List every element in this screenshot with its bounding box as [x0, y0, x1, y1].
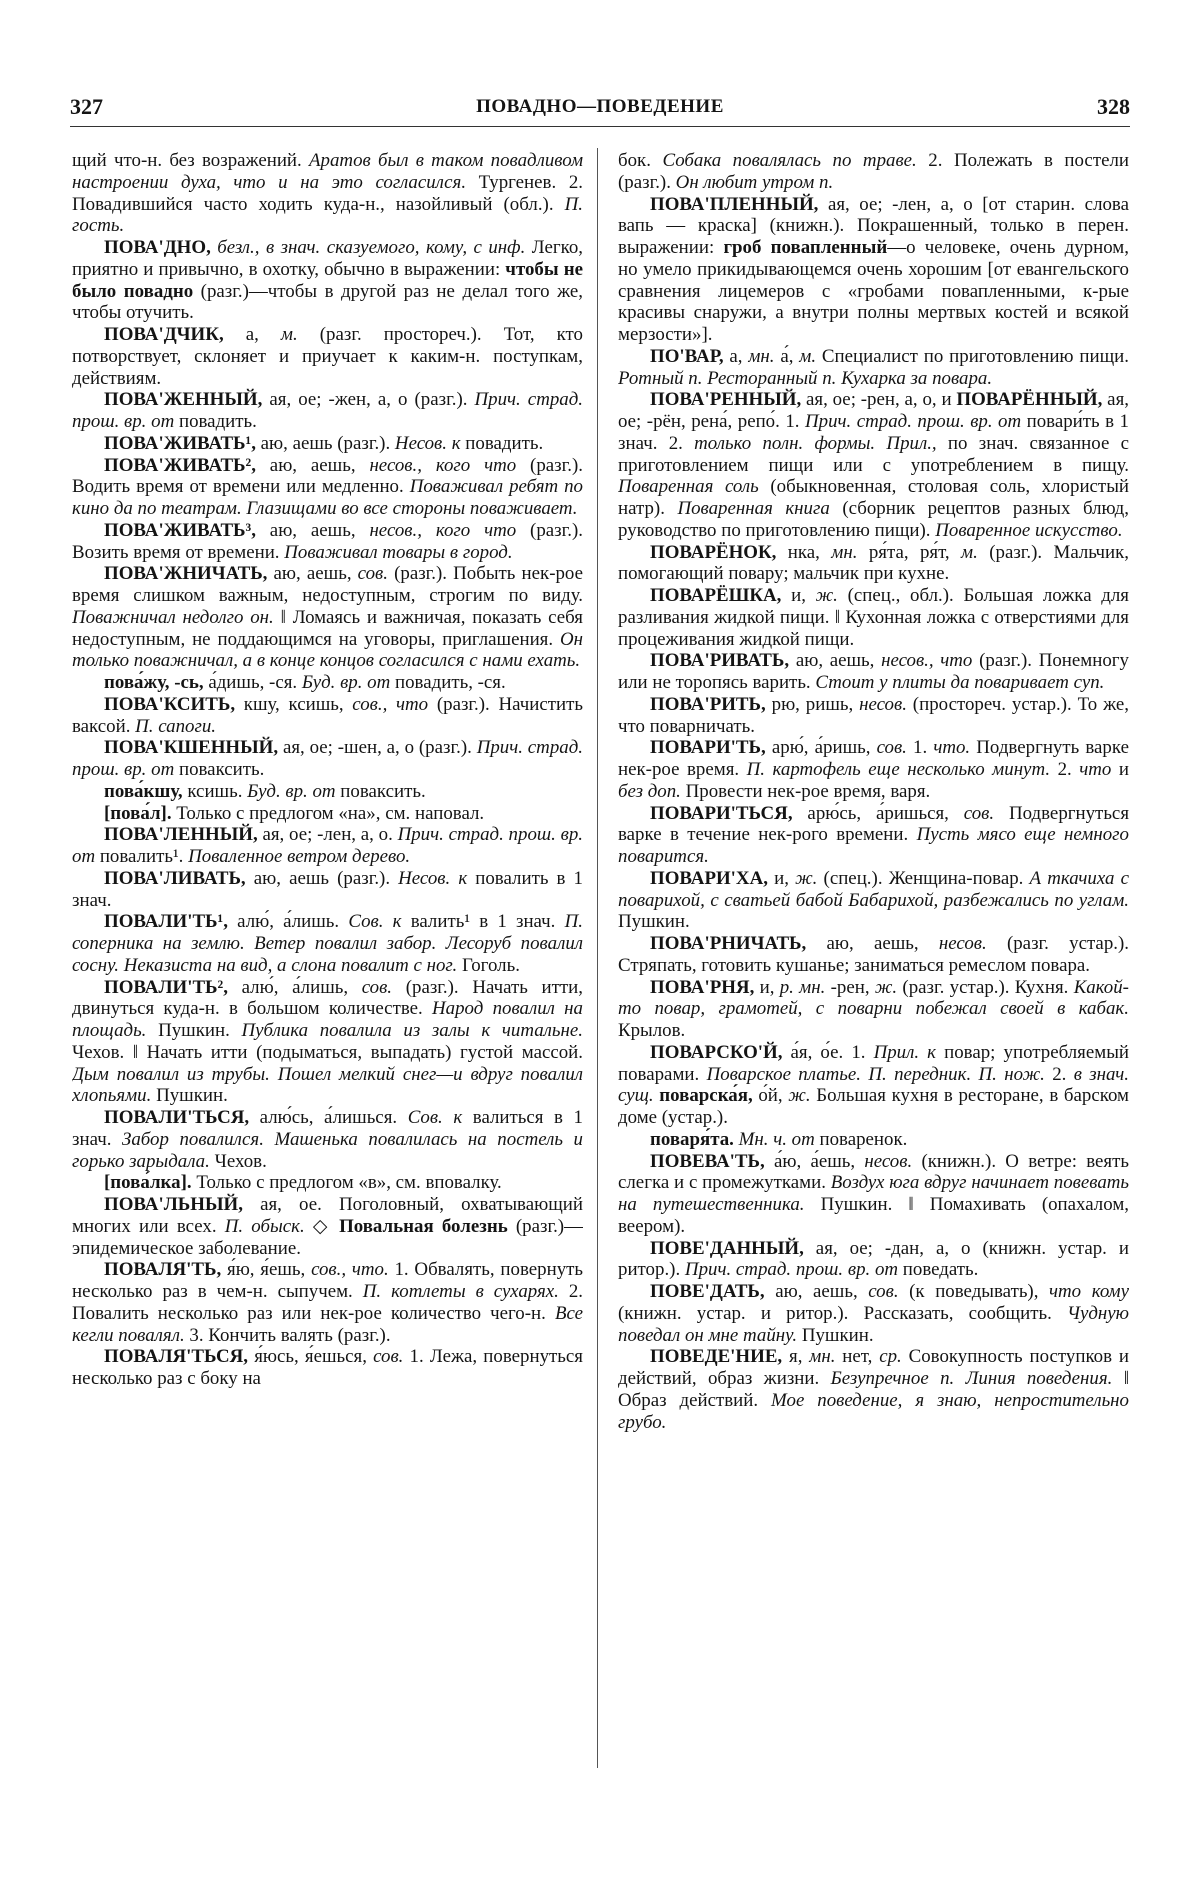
- dictionary-entry: [618, 1281, 1129, 1346]
- dictionary-entry: [72, 237, 583, 324]
- entry-text: (к поведывать),: [898, 1281, 1050, 1302]
- entry-text: повадить, -ся.: [390, 672, 506, 693]
- dictionary-entry: [618, 389, 1129, 541]
- entry-text: повар; употребляемый поварами.: [618, 1041, 1129, 1085]
- dictionary-entry: [72, 824, 583, 868]
- entry-text: (разг.). Начать итти, двинуться куда-н. в большом количестве.: [72, 976, 583, 1020]
- italic-text: только полн. формы. Прил.,: [694, 432, 937, 454]
- headword: ПОВА'ЖНИЧАТЬ,: [104, 563, 268, 585]
- italic-text: Буд. вр. от: [247, 780, 336, 802]
- italic-text: Он любит утром п.: [675, 171, 834, 193]
- italic-text: Поваренное искусство.: [935, 519, 1123, 541]
- dictionary-entry: [618, 194, 1129, 346]
- entry-text: 2.: [1044, 1063, 1074, 1085]
- italic-text: Сов. к: [407, 1107, 463, 1128]
- headword: ПОВАРСКО'Й,: [650, 1041, 783, 1063]
- italic-text: без доп.: [618, 780, 681, 802]
- italic-text: Поваленное ветром дерево.: [188, 846, 411, 867]
- headword: ПОВАРЁНОК,: [650, 541, 777, 563]
- entry-text: ая, ое; -жен, а, о (разг.).: [262, 389, 475, 411]
- dictionary-entry: [618, 868, 1129, 933]
- entry-text: 3. Кончить валять (разг.).: [184, 1324, 391, 1346]
- entry-text: ая, ое; -лен, а, о [от старин. слова вапь — краска] (книжн.). Покрашенный, только в перен. выражении:: [618, 193, 1129, 258]
- italic-text: сов.: [876, 737, 907, 759]
- italic-text: Буд. вр. от: [301, 672, 391, 693]
- headword: ПО'ВАР,: [650, 345, 724, 367]
- italic-text: Пусть мясо еще немного поварится.: [618, 824, 1129, 867]
- headword: ПОВА'ЖЕННЫЙ,: [104, 389, 263, 411]
- headword: ПОВАРЁШКА,: [650, 585, 782, 606]
- entry-text: Провести нек-рое время, варя.: [680, 780, 931, 802]
- italic-text: мн.: [809, 1346, 836, 1368]
- entry-text: ая, ое; -рен, а, о, и: [801, 389, 957, 411]
- page-number-right: 328: [1097, 94, 1130, 119]
- entry-text: ая, ое; -шен, а, о (разг.).: [278, 737, 477, 759]
- page-number-left: 327: [70, 94, 103, 119]
- headword: ПОВА'РИТЬ,: [650, 693, 766, 715]
- entry-text: (разг.)—эпидемическое заболевание.: [72, 1215, 583, 1259]
- entry-text: (разг.)—чтобы в другой раз не делал того же, чтобы отучить.: [72, 280, 583, 324]
- entry-text: ◇: [304, 1215, 340, 1237]
- entry-continuation: [618, 150, 1129, 194]
- headword: ПОВАЛИ'ТЬ¹,: [104, 911, 228, 933]
- italic-text: несов., кого что: [369, 454, 517, 476]
- entry-text: (книжн. устар. и ритор.). Рассказать, сообщить.: [618, 1302, 1068, 1324]
- headword: ПОВА'ЖИВАТЬ³,: [104, 519, 256, 541]
- headword: ПОВАЛИ'ТЬСЯ,: [104, 1107, 250, 1128]
- italic-text: ж.: [874, 976, 898, 998]
- italic-text: сов., что: [352, 693, 429, 715]
- entry-text: и,: [754, 976, 780, 998]
- italic-text: Поваренная книга: [677, 498, 830, 519]
- headword: ПОВЕВА'ТЬ,: [650, 1150, 765, 1172]
- italic-text: безл., в знач. сказуемого, кому, с инф.: [210, 237, 526, 258]
- entry-text: а́я, о́е. 1.: [782, 1041, 874, 1063]
- entry-text: Только с предлогом «на», см. наповал.: [171, 802, 485, 824]
- italic-text: Поважничал недолго он.: [72, 606, 274, 628]
- entry-text: (разг.). Водить время от времени или медленно.: [72, 454, 583, 498]
- dictionary-entry: [618, 803, 1129, 868]
- italic-text: м.: [961, 541, 978, 563]
- italic-text: П. котлеты в сухарях.: [362, 1281, 559, 1302]
- headword: ПОВАРЁННЫЙ,: [956, 389, 1103, 411]
- italic-text: в знач. сущ.: [618, 1063, 1129, 1107]
- headword: ПОВА'ДЧИК,: [104, 324, 224, 345]
- headword: ПОВА'КСИТЬ,: [104, 693, 236, 715]
- dictionary-entry: [618, 1151, 1129, 1238]
- italic-text: р. мн.: [779, 976, 826, 998]
- entry-text: по знач. связанное с приготовлением пищи или с употреблением в пищу.: [618, 432, 1129, 476]
- dictionary-entry: [72, 911, 583, 976]
- headword: ПОВА'ЛЕННЫЙ,: [104, 824, 258, 846]
- italic-text: что.: [933, 737, 971, 759]
- dictionary-entry: [72, 672, 583, 694]
- entry-text: аю, аешь,: [764, 1281, 869, 1302]
- dictionary-entry: [618, 933, 1129, 977]
- italic-text: м.: [799, 345, 817, 367]
- entry-continuation: [72, 150, 583, 237]
- italic-text: Безупречное п. Линия поведения.: [830, 1368, 1113, 1389]
- dictionary-entry: [72, 433, 583, 455]
- headword: ПОВА'ПЛЕННЫЙ,: [650, 193, 819, 215]
- italic-text: Забор повалился. Машенька повалилась на постель и горько зарыдала.: [72, 1128, 583, 1172]
- entry-text: алю́, а́лишь,: [227, 976, 362, 998]
- dictionary-entry: [72, 563, 583, 672]
- entry-text: бок.: [618, 150, 663, 171]
- italic-text: что: [1079, 759, 1112, 780]
- entry-text: Большая кухня в ресторане, в барском доме (устар.).: [618, 1085, 1129, 1128]
- page-header: [70, 94, 1130, 124]
- headword: поварска́я,: [659, 1085, 753, 1107]
- entry-text: (спец.). Женщина-повар.: [817, 867, 1030, 889]
- dictionary-entry: [72, 868, 583, 912]
- headword: Повальная болезнь: [339, 1215, 508, 1237]
- italic-text: м.: [280, 324, 298, 345]
- italic-text: сов.: [357, 563, 388, 585]
- entry-text: Тургенев. 2. Повадившийся часто ходить куда-н., назойливый (обл.).: [72, 171, 583, 215]
- italic-text: Прич. страд. прош. вр. от: [804, 411, 1022, 432]
- italic-text: ср.: [879, 1346, 902, 1368]
- entry-text: ая, ое; -дан, а, о (книжн. устар. и ритор.).: [618, 1237, 1129, 1281]
- headword: ПОВА'ЛИВАТЬ,: [104, 867, 246, 889]
- dictionary-entry: [72, 324, 583, 389]
- italic-text: ж.: [788, 1085, 811, 1107]
- dictionary-entry: [72, 520, 583, 564]
- dictionary-entry: [618, 1042, 1129, 1129]
- entry-text: 1. Обвалять, повернуть несколько раз в чем-н. сыпучем.: [72, 1259, 583, 1302]
- entry-text: Легко, приятно и привычно, в охотку, обычно в выражении:: [72, 237, 583, 280]
- italic-text: Дым повалил из трубы. Пошел мелкий снег—и вдруг повалил хлопьями.: [72, 1063, 583, 1107]
- entry-text: 1.: [906, 737, 934, 759]
- entry-text: Пушкин. ‖ Помахивать (опахалом, веером).: [618, 1194, 1129, 1237]
- entry-text: поведать.: [898, 1259, 979, 1281]
- entry-text: Крылов.: [618, 1020, 686, 1041]
- entry-text: Совокупность поступков и действий, образ жизни.: [618, 1346, 1129, 1389]
- entry-text: -рен,: [825, 976, 875, 998]
- entry-text: ксишь.: [182, 780, 248, 802]
- entry-text: поваксить.: [335, 780, 426, 802]
- entry-text: ‖ Образ действий.: [618, 1368, 1129, 1411]
- entry-text: рю, ришь,: [765, 693, 860, 715]
- dictionary-entry: [72, 1172, 583, 1194]
- dictionary-entry: [72, 694, 583, 738]
- italic-text: Публика повалила из залы к читальне.: [241, 1020, 583, 1041]
- entry-text: ая, ое. Поголовный, охватывающий многих или всех.: [72, 1194, 583, 1237]
- headword: гроб повапленный: [723, 237, 888, 258]
- entry-text: Гоголь.: [457, 954, 520, 976]
- dictionary-entry: [72, 1107, 583, 1172]
- italic-text: Он только поважничал, а в конце концов согласился с нами ехать.: [72, 628, 583, 672]
- italic-text: Мое поведение, я знаю, непростительно грубо.: [618, 1389, 1129, 1433]
- entry-text: Пушкин.: [797, 1324, 874, 1346]
- dictionary-entry: [72, 977, 583, 1108]
- running-head: ПОВАДНО—ПОВЕДЕНИЕ: [476, 96, 724, 117]
- entry-text: 2.: [1050, 759, 1080, 780]
- entry-text: Чехов. ‖ Начать итти (подыматься, выпадать) густой массой.: [72, 1041, 583, 1063]
- headword: ПОВА'РНИЧАТЬ,: [650, 933, 807, 954]
- dictionary-entry: [72, 1259, 583, 1346]
- italic-text: сов., что.: [311, 1259, 389, 1281]
- entry-text: повари́ть в 1 знач. 2.: [618, 411, 1129, 454]
- italic-text: Несов. к: [398, 867, 468, 889]
- italic-text: Поваживал ребят по кино да по театрам. Глазищами во все стороны поваживает.: [72, 476, 583, 519]
- entry-text: (обыкновенная, столовая соль, хлористый натр).: [618, 476, 1129, 519]
- entry-text: (сборник рецептов разных блюд, руководство по приготовлению пищи).: [618, 498, 1129, 541]
- dictionary-entry: [72, 389, 583, 433]
- italic-text: Все кегли повалял.: [72, 1302, 583, 1346]
- entry-text: (разг.). Начистить ваксой.: [72, 693, 583, 737]
- entry-text: Пушкин.: [618, 911, 690, 933]
- entry-text: Пушкин.: [151, 1085, 228, 1107]
- entry-text: (разг.). Возить время от времени.: [72, 519, 583, 563]
- italic-text: мн.: [748, 345, 775, 367]
- entry-text: алю́сь, а́лишься.: [249, 1107, 408, 1128]
- entry-text: (разг.). Понемногу или не торопясь варить.: [618, 650, 1129, 693]
- headword: ПОВА'РЕННЫЙ,: [650, 389, 802, 411]
- entry-text: повадить.: [460, 432, 544, 454]
- entry-text: Подвергнуться варке в течение нек-рого времени.: [618, 802, 1129, 846]
- headword: ПОВА'ДНО,: [104, 237, 211, 258]
- dictionary-entry: [618, 1346, 1129, 1433]
- entry-text: кшу, ксишь,: [235, 693, 353, 715]
- headword: ПОВАЛИ'ТЬ²,: [104, 976, 228, 998]
- dictionary-entry: [618, 585, 1129, 650]
- entry-text: поваксить.: [174, 759, 265, 780]
- entry-text: повалить¹.: [95, 846, 189, 867]
- italic-text: несов., кого что: [369, 519, 517, 541]
- entry-text: (простореч. устар.). То же, что поварничать.: [618, 693, 1129, 737]
- entry-text: я,: [782, 1346, 810, 1368]
- dictionary-entry: [618, 737, 1129, 802]
- italic-text: Воздух юга вдруг начинает повевать на путешественника.: [618, 1172, 1129, 1215]
- entry-text: Только с предлогом «в», см. вповалку.: [191, 1172, 502, 1194]
- headword: поваря́та.: [650, 1128, 734, 1150]
- dictionary-entry: [72, 455, 583, 520]
- headword: ПОВА'ЖИВАТЬ²,: [104, 454, 256, 476]
- italic-text: несов., что: [881, 650, 973, 672]
- dictionary-entry: [72, 781, 583, 803]
- italic-text: Стоит у плиты да поваривает суп.: [815, 672, 1105, 693]
- entry-text: ря́та, ря́т,: [857, 541, 962, 563]
- entry-text: —о человеке, очень дурном, но умело прикидывающемся очень хорошим [от евангельского сравнения лицемеров с «гробами повапленными, к-рые красивы снаружи, а внутри полны мертвых костей и всякой мерзости»].: [618, 237, 1129, 345]
- entry-text: (разг. устар.). Стряпать, готовить кушанье; заниматься ремеслом повара.: [618, 933, 1129, 976]
- entry-text: и,: [781, 585, 816, 606]
- entry-text: алю́, а́лишь.: [227, 911, 349, 933]
- entry-text: (книжн.). О ветре: веять слегка и с промежутками.: [618, 1150, 1129, 1194]
- headword: ПОВАРИ'ХА,: [650, 867, 768, 889]
- entry-text: аю, аешь,: [255, 454, 370, 476]
- dictionary-entry: [618, 1238, 1129, 1282]
- italic-text: П. гость.: [72, 193, 583, 237]
- entry-text: арю́сь, а́ришься,: [792, 802, 964, 824]
- dictionary-entry: [618, 694, 1129, 738]
- entry-text: Подвергнуть варке нек-рое время.: [618, 737, 1129, 780]
- entry-text: щий что-н. без возражений.: [72, 150, 309, 171]
- entry-text: нет,: [835, 1346, 880, 1368]
- italic-text: мн.: [831, 541, 858, 563]
- entry-text: (спец., обл.). Большая ложка для разливания жидкой пищи. ‖ Кухонная ложка с отверстиями для процеживания жидкой пищи.: [618, 585, 1129, 650]
- entry-text: а,: [223, 324, 281, 345]
- italic-text: сов.: [361, 976, 393, 998]
- dictionary-entry: [72, 1194, 583, 1259]
- headword: ПОВАЛЯ'ТЬСЯ,: [104, 1346, 249, 1368]
- italic-text: Прил. к: [873, 1041, 937, 1063]
- italic-text: Прич. страд. прош. вр. от: [72, 389, 583, 432]
- italic-text: П. соперника на землю. Ветер повалил забор. Лесоруб повалил сосну. Неказиста на вид, а слона повалит с ног.: [72, 911, 583, 976]
- italic-text: ж.: [795, 867, 818, 889]
- headword: ПОВА'ЛЬНЫЙ,: [104, 1194, 243, 1215]
- italic-text: Собака повалялась по траве.: [662, 150, 917, 171]
- headword: пова́жу, -сь,: [104, 672, 204, 693]
- dictionary-entry: [618, 346, 1129, 390]
- entry-text: повадить.: [174, 411, 257, 432]
- entry-text: аю, аешь,: [806, 933, 939, 954]
- headword: чтобы не было повадно: [72, 258, 583, 302]
- entry-text: я́ю, я́ешь,: [221, 1259, 312, 1281]
- entry-text: Пушкин.: [146, 1020, 242, 1041]
- entry-text: ‖ Ломаясь и важничая, показать себя недоступным, не поддающимся на уговоры, приглашения.: [72, 606, 583, 650]
- dictionary-entry: [618, 1129, 1129, 1151]
- italic-text: Чудную поведал он мне тайну.: [618, 1302, 1129, 1346]
- entry-text: а́,: [774, 345, 800, 367]
- headword: ПОВА'РНЯ,: [650, 976, 755, 998]
- entry-text: а,: [723, 345, 749, 367]
- italic-text: Ротный п. Ресторанный п. Кухарка за повара.: [618, 367, 993, 389]
- italic-text: Прич. страд. прош. вр. от: [684, 1259, 899, 1281]
- entry-text: 1. Лежа, повернуться несколько раз с боку на: [72, 1346, 583, 1389]
- entry-text: нка,: [776, 541, 832, 563]
- headword: ПОВЕ'ДАТЬ,: [650, 1281, 765, 1302]
- italic-text: Мн. ч. от: [738, 1128, 815, 1150]
- headword: ПОВА'ЖИВАТЬ¹,: [104, 432, 256, 454]
- dictionary-entry: [72, 737, 583, 781]
- headword: пова́кшу,: [104, 780, 183, 802]
- italic-text: Народ повалил на площадь.: [72, 998, 583, 1041]
- italic-text: сов.: [963, 802, 995, 824]
- dictionary-entry: [618, 542, 1129, 586]
- entry-text: арю́, а́ришь,: [765, 737, 877, 759]
- italic-text: ж.: [815, 585, 838, 606]
- entry-text: поваренок.: [814, 1128, 908, 1150]
- entry-text: я́юсь, я́ешься,: [248, 1346, 374, 1368]
- italic-text: Прич. страд. прош. вр. от: [72, 824, 583, 867]
- headword: ПОВЕДЕ'НИЕ,: [650, 1346, 783, 1368]
- italic-text: Несов. к: [394, 432, 461, 454]
- entry-text: аю, аешь (разг.).: [255, 432, 395, 454]
- header-rule: [70, 126, 1130, 127]
- column-divider: [597, 148, 598, 1768]
- entry-text: валиться в 1 знач.: [72, 1107, 583, 1150]
- dictionary-entry: [72, 803, 583, 825]
- entry-text: валить¹ в 1 знач.: [401, 911, 565, 933]
- italic-text: Поваживал товары в город.: [284, 541, 513, 563]
- entry-text: аю, аешь,: [789, 650, 882, 672]
- dictionary-entry: [72, 1346, 583, 1390]
- entry-text: ая, ое; -лен, а, о.: [257, 824, 398, 846]
- italic-text: П. сапоги.: [135, 715, 217, 737]
- italic-text: А ткачиха с поварихой, с сватьей бабой Бабарихой, разбежались по углам.: [618, 867, 1129, 911]
- headword: ПОВЕ'ДАННЫЙ,: [650, 1237, 804, 1259]
- italic-text: Поварское платье. П. передник. П. нож.: [706, 1063, 1045, 1085]
- entry-text: (разг.). Побыть нек-рое время слишком важным, недоступным, строгим по виду.: [72, 563, 583, 606]
- italic-text: Какой-то повар, грамотей, с поварни побежал своей в кабак.: [618, 976, 1129, 1020]
- left-column: [72, 150, 583, 1770]
- headword: ПОВАРИ'ТЬСЯ,: [650, 802, 793, 824]
- italic-text: что кому: [1049, 1281, 1129, 1302]
- italic-text: сов.: [868, 1281, 899, 1302]
- headword: ПОВА'КШЕННЫЙ,: [104, 737, 279, 759]
- headword: ПОВАЛЯ'ТЬ,: [104, 1259, 222, 1281]
- dictionary-entry: [618, 650, 1129, 694]
- entry-text: (разг. простореч.). Тот, кто потворствует, склоняет и приучает к каким-н. поступкам, действиям.: [72, 324, 583, 389]
- italic-text: Аратов был в таком повадливом настроении духа, что и на это согласился.: [72, 150, 583, 193]
- entry-text: аю, аешь,: [267, 563, 358, 585]
- italic-text: Сов. к: [348, 911, 402, 933]
- entry-text: а́дишь, -ся.: [203, 672, 302, 693]
- entry-text: 2. Полежать в постели (разг.).: [618, 150, 1129, 193]
- entry-text: (разг. устар.). Кухня.: [897, 976, 1074, 998]
- right-column: [618, 150, 1129, 1770]
- dictionary-entry: [618, 977, 1129, 1042]
- entry-text: Специалист по приготовлению пищи.: [816, 345, 1129, 367]
- entry-text: повалить в 1 знач.: [72, 867, 583, 911]
- entry-text: и,: [767, 867, 796, 889]
- entry-text: о́й,: [752, 1085, 789, 1107]
- headword: [пова́л].: [104, 802, 172, 824]
- entry-text: аю, аешь,: [255, 519, 370, 541]
- entry-text: ая, ое; -рён, рена́, репо́. 1.: [618, 389, 1129, 432]
- italic-text: несов.: [864, 1150, 913, 1172]
- entry-text: аю, аешь (разг.).: [245, 867, 399, 889]
- headword: ПОВА'РИВАТЬ,: [650, 650, 790, 672]
- entry-text: Чехов.: [209, 1150, 267, 1172]
- entry-text: и: [1111, 759, 1129, 780]
- italic-text: несов.: [859, 693, 907, 715]
- headword: [пова́лка].: [104, 1172, 192, 1194]
- italic-text: несов.: [938, 933, 987, 954]
- italic-text: сов.: [373, 1346, 404, 1368]
- italic-text: П. обыск.: [224, 1215, 305, 1237]
- entry-text: 2. Повалить несколько раз или нек-рое количество чего-н.: [72, 1281, 583, 1324]
- headword: ПОВАРИ'ТЬ,: [650, 737, 766, 759]
- entry-text: (разг.). Мальчик, помогающий повару; мальчик при кухне.: [618, 541, 1129, 585]
- entry-text: а́ю, а́ешь,: [764, 1150, 865, 1172]
- italic-text: Прич. страд. прош. вр. от: [72, 737, 583, 780]
- italic-text: П. картофель еще несколько минут.: [746, 759, 1051, 780]
- italic-text: Поваренная соль: [618, 476, 759, 498]
